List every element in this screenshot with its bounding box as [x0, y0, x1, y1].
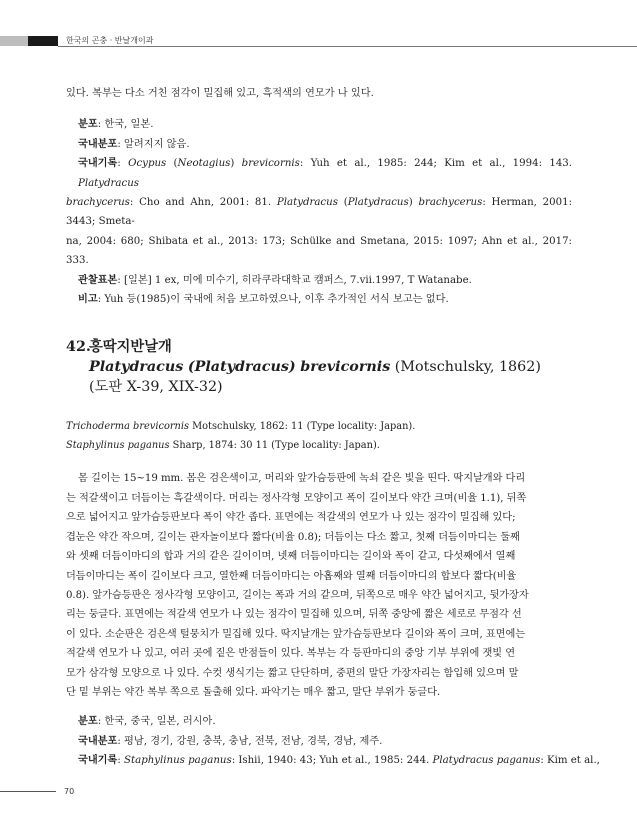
description-line: 0.8). 앞가슴등판은 정사각형 모양이고, 길이는 폭과 거의 같으며, 뒤쪽으로 매우 약간 넓어지고, 뒷가장자 [66, 589, 529, 601]
species-heading [66, 337, 572, 397]
korea-distribution-line: 국내분포: 알려지지 않음. [78, 137, 190, 150]
footer-rule [0, 791, 56, 792]
synonym-list [66, 417, 572, 455]
page-number: 70 [64, 787, 75, 796]
species-title [66, 337, 572, 357]
page-content [66, 84, 600, 771]
records-paragraph: 국내기록: Ocypus (Neotagius) brevicornis: Yuh et al., 1985: 244; Kim et al., 1994: 143. Platydracus [78, 157, 573, 189]
description-line: 겹눈은 약간 작으며, 길이는 관자놀이보다 짧다(비율 0.8); 더듬이는 다소 짧고, 첫째 더듬이마디는 둘째 [66, 531, 520, 543]
description-line: 으로 넓어지고 앞가슴등판보다 폭이 약간 좁다. 표면에는 적갈색의 연모가 나 있는 점각이 밀집해 있다; [66, 512, 516, 524]
species-number: 42. [66, 339, 91, 356]
records-line: 국내기록: Staphylinus paganus: Ishii, 1940: 43; Yuh et al., 1985: 244. Platydracus paganus: Kim et al., [78, 754, 600, 767]
records-line-3: na, 2004: 680; Shibata et al., 2013: 173; Schülke and Smetana, 2015: 1097; Ahn et al., 2017: 333. [66, 235, 572, 267]
specimens-line: 관찰표본: [일본] 1 ex, 미에 미수기, 히라쿠라대학교 캠퍼스, 7.vii.1997, T Watanabe. [78, 273, 472, 286]
distribution-line: 분포: 한국, 중국, 일본, 러시아. [78, 715, 216, 728]
species-korean-name: 홍딱지반날개 [89, 339, 172, 356]
header-rule [58, 46, 637, 47]
description-line: 리는 둥글다. 표면에는 적갈색 연모가 나 있는 점각이 밀집해 있으며, 뒤쪽 중앙에 짧은 세로로 무점각 선 [66, 609, 522, 621]
species-plate: (도판 X-39, XIX-32) [89, 379, 223, 396]
description-line: 는 적갈색이고 더듬이는 흑갈색이다. 머리는 정사각형 모양이고 폭이 길이보다 약간 크며(비율 1.1), 뒤쪽 [66, 492, 527, 504]
description-line: 적갈색 연모가 나 있고, 여러 곳에 짙은 반점들이 있다. 복부는 각 등판마디의 중앙 기부 부위에 잿빛 연 [66, 648, 516, 660]
species-scientific-name: Platydracus (Platydracus) brevicornis (Motschulsky, 1862) [89, 359, 541, 376]
intro-line: 있다. 복부는 다소 거친 점각이 밀집해 있고, 흑적색의 연모가 나 있다. [66, 88, 374, 99]
running-title: 한국의 곤충 · 반날개이과 [66, 36, 154, 45]
description-line: 이 있다. 소순판은 검은색 털뭉치가 밀집해 있다. 딱지날개는 앞가슴등판보다 길이와 폭이 크며, 표면에는 [66, 628, 526, 640]
previous-species-info [66, 115, 572, 309]
description-line: 더듬이마디는 폭이 길이보다 크고, 열한째 더듬이마디는 아홉째와 열째 더듬이마디의 합보다 짧다(비율 [66, 570, 517, 582]
distribution-line: 분포: 한국, 일본. [78, 118, 154, 131]
remarks-line: 비고: Yuh 등(1985)이 국내에 처음 보고하였으나, 이후 추가적인 서식 보고는 없다. [78, 293, 449, 306]
description [66, 469, 572, 702]
header-grey-bar [0, 36, 28, 46]
species-info [66, 712, 600, 770]
description-line: 와 셋째 더듬이마디의 합과 거의 같은 길이이며, 넷째 더듬이마디는 길이와 폭이 같고, 다섯째에서 열째 [66, 551, 516, 563]
korea-distribution-line: 국내분포: 평남, 경기, 강원, 충북, 충남, 전북, 전남, 경북, 경남, 제주. [78, 734, 383, 747]
records-line-2: brachycerus: Cho and Ahn, 2001: 81. Platydracus (Platydracus) brachycerus: Herman, 2001: 3443; Smeta- [66, 197, 573, 228]
synonym-item: Staphylinus paganus Sharp, 1874: 30 11 (Type locality: Japan). [66, 440, 380, 452]
description-line: 모가 삼각형 모양으로 나 있다. 수컷 생식기는 짧고 단단하며, 중편의 말단 가장자리는 함입해 있으며 말 [66, 667, 519, 679]
description-line: 몸 길이는 15~19 mm. 몸은 검은색이고, 머리와 앞가슴등판에 녹쇠 같은 빛을 띤다. 딱지날개와 다리 [78, 473, 526, 485]
synonym-item: Trichoderma brevicornis Motschulsky, 1862: 11 (Type locality: Japan). [66, 421, 416, 433]
header-black-bar [28, 36, 58, 46]
description-line: 단 밑 부위는 약간 복부 쪽으로 돌출해 있다. 파악기는 매우 짧고, 말단 부위가 둥글다. [66, 686, 441, 698]
